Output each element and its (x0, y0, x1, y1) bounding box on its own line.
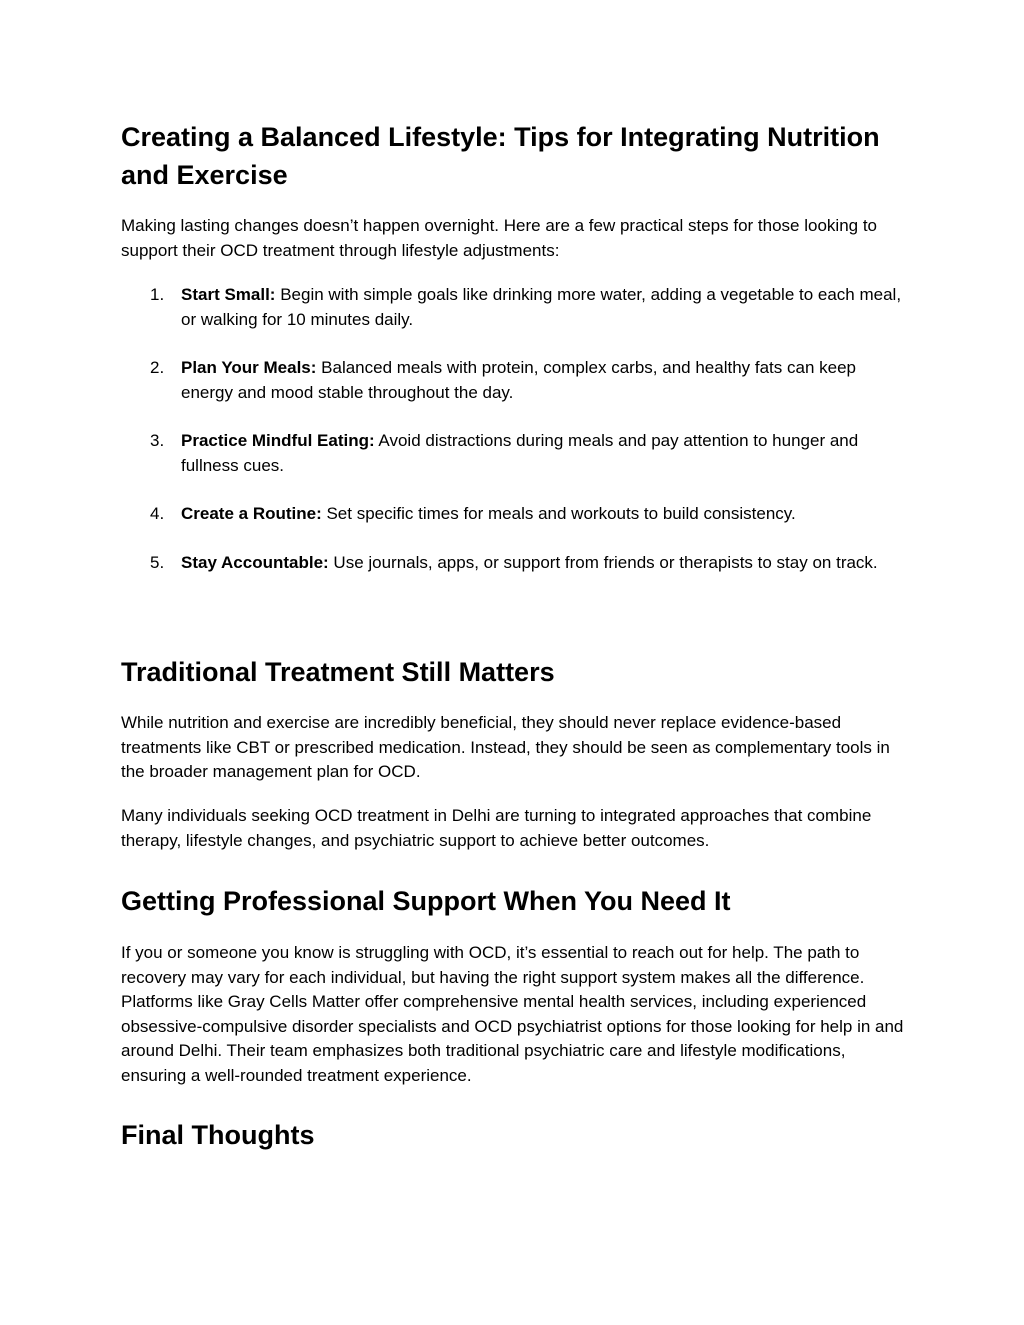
list-number: 4. (150, 504, 165, 523)
list-item-stay-accountable (121, 551, 911, 576)
heading-traditional-treatment: Traditional Treatment Still Matters (121, 657, 555, 687)
list-item-title: Plan Your Meals: (181, 358, 317, 377)
list-item-text: Avoid distractions during meals and pay attention to hunger and fullness cues. (181, 431, 859, 475)
intro-paragraph: Making lasting changes doesn’t happen overnight. Here are a few practical steps for those looking to support their OCD treatment through lifestyle adjustments: (121, 216, 878, 260)
traditional-paragraph-2: Many individuals seeking OCD treatment in Delhi are turning to integrated approaches that combine therapy, lifestyle changes, and psychiatric support to achieve better outcomes. (121, 806, 872, 850)
list-number: 3. (150, 431, 165, 450)
traditional-paragraph-1: While nutrition and exercise are incredibly beneficial, they should never replace evidence-based treatments like CBT or prescribed medication. Instead, they should be seen as complementary tools in the broader management plan for OCD. (121, 713, 890, 781)
list-number: 1. (150, 285, 165, 304)
list-item-text: Use journals, apps, or support from friends or therapists to stay on track. (328, 552, 878, 572)
heading-balanced-lifestyle: Creating a Balanced Lifestyle: Tips for Integrating Nutrition and Exercise (121, 122, 880, 190)
list-number: 5. (150, 552, 165, 572)
list-item-create-routine (121, 502, 911, 527)
list-item-text: Begin with simple goals like drinking more water, adding a vegetable to each meal, or walking for 10 minutes daily. (181, 285, 902, 329)
list-item-mindful-eating (121, 429, 911, 478)
list-item-text: Set specific times for meals and workouts to build consistency. (321, 504, 796, 523)
list-item-text: Balanced meals with protein, complex carbs, and healthy fats can keep energy and mood stable throughout the day. (181, 358, 856, 402)
professional-support-paragraph: If you or someone you know is struggling with OCD, it’s essential to reach out for help. The path to recovery may vary for each individual, but having the right support system makes all the difference. Platforms like Gray Cells Matter offer comprehensive mental health services, including experienced obsessive-compulsive disorder specialists and OCD psychiatrist options for those looking for help in and around Delhi. Their team emphasizes both traditional psychiatric care and lifestyle modifications, ensuring a well-rounded treatment experience. (121, 943, 904, 1085)
list-item-title: Practice Mindful Eating: (181, 431, 375, 450)
list-item-title: Create a Routine: (181, 504, 322, 523)
list-item-start-small (121, 283, 911, 332)
heading-professional-support: Getting Professional Support When You Need It (121, 886, 731, 916)
heading-final-thoughts: Final Thoughts (121, 1120, 315, 1150)
list-item-plan-meals (121, 356, 911, 405)
list-number: 2. (150, 358, 165, 377)
steps-list (121, 283, 911, 599)
list-item-title: Stay Accountable: (181, 552, 329, 572)
list-item-title: Start Small: (181, 285, 276, 304)
